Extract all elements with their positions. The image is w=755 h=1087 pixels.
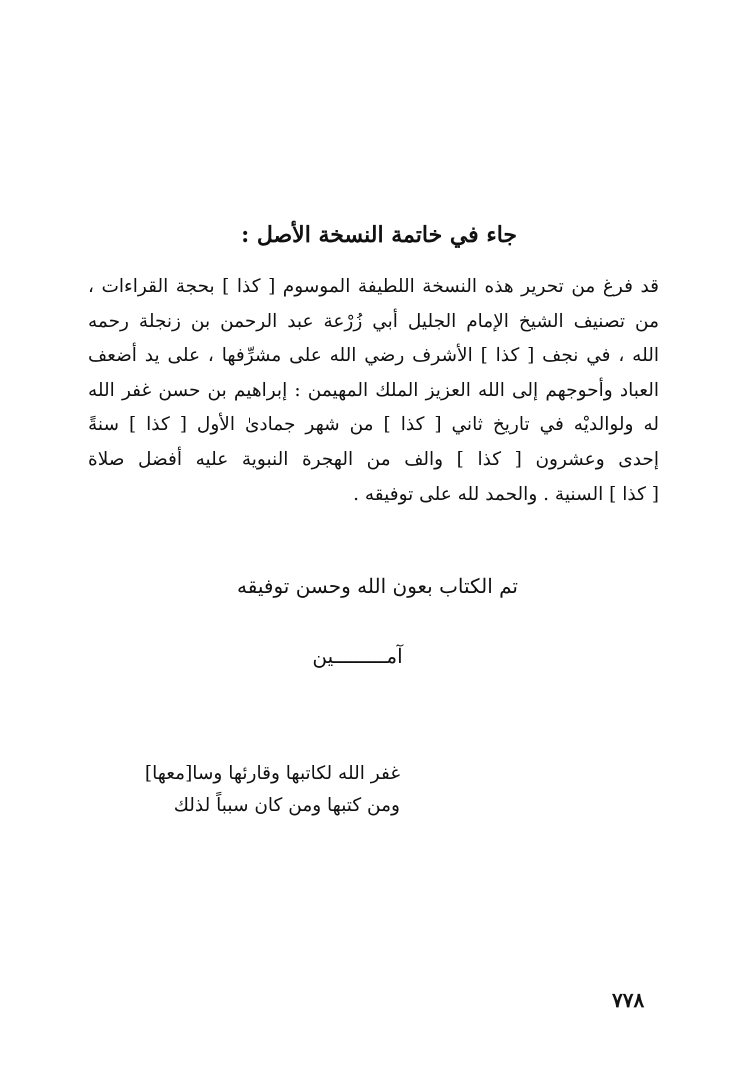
text-line: له ولوالديْه في تاريخ ثاني [ كذا ] من شهر جمادىٰ الأول [ كذا ] سنةً: [88, 414, 659, 436]
text-line: قد فرغ من تحرير هذه النسخة اللطيفة الموسوم [ كذا ] بحجة القراءات ،: [88, 276, 659, 297]
text-line: الله ، في نجف [ كذا ] الأشرف رضي الله على مشرِّفها ، على يد أضعف: [88, 345, 659, 367]
amen-line: آمـــــــــين: [312, 644, 403, 668]
text-line: من تصنيف الشيخ الإمام الجليل أبي زُرْعة عبد الرحمن بن زنجلة رحمه: [88, 310, 659, 332]
section-heading: جاء في خاتمة النسخة الأصل :: [241, 222, 517, 248]
page-number: ٧٧٨: [612, 988, 645, 1012]
text-line: العباد وأحوجهم إلى الله العزيز الملك المهيمن : إبراهيم بن حسن غفر الله: [88, 379, 659, 401]
manuscript-colophon-text: [88, 270, 659, 512]
prayer-verse: [145, 758, 400, 822]
text-line: [ كذا ] السنية . والحمد لله على توفيقه .: [353, 483, 659, 505]
prayer-line: غفر الله لكاتبها وقارئها وسا[معها]: [144, 763, 400, 784]
prayer-line: ومن كتبها ومن كان سبباً لذلك: [173, 795, 400, 816]
completion-line: تم الكتاب بعون الله وحسن توفيقه: [237, 574, 518, 598]
text-line: إحدى وعشرون [ كذا ] والف من الهجرة النبوية عليه أفضل صلاة: [88, 448, 659, 470]
book-completion-note: [0, 574, 755, 668]
